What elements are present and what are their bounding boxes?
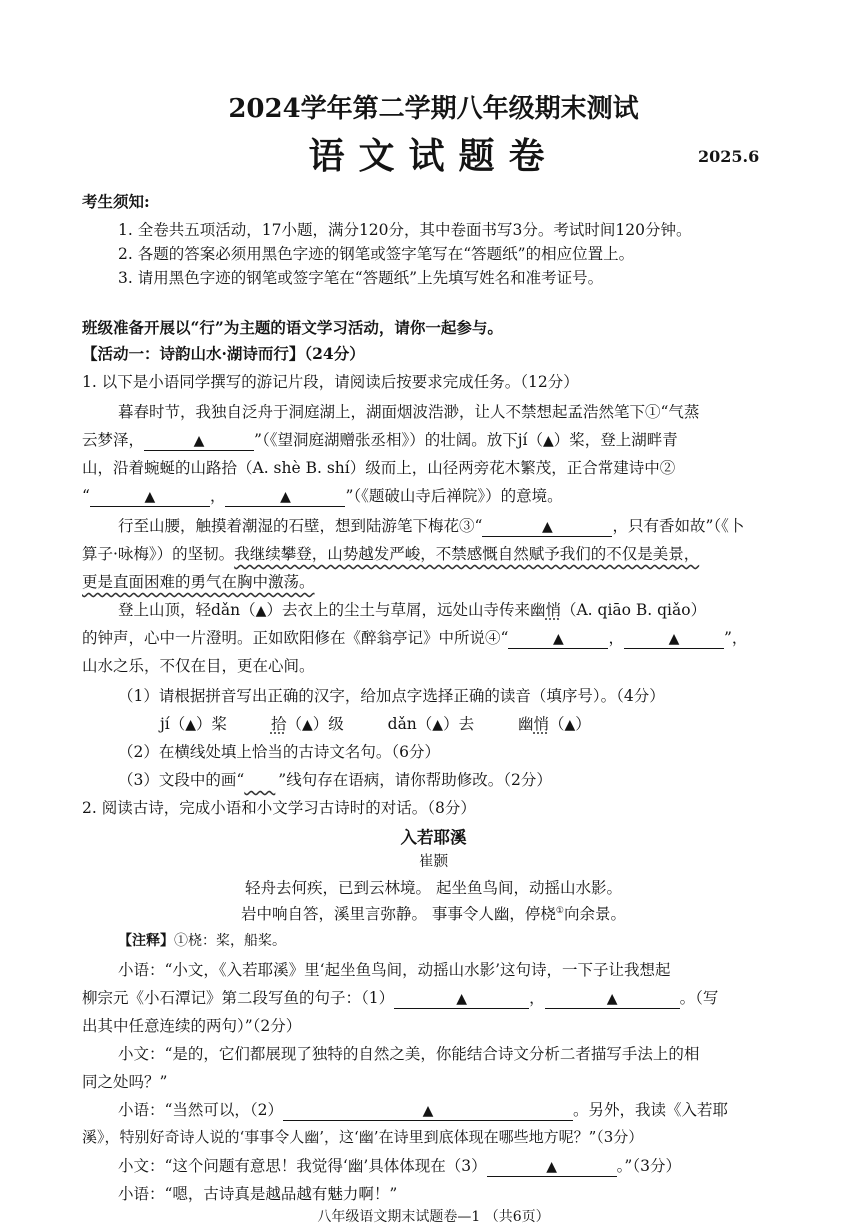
dialogue-line: 小文：“这个问题有意思！我觉得‘幽’具体体现在（3） ▲ 。”（3分） (118, 1157, 681, 1175)
passage-line: 的钟声，心中一片澄明。正如欧阳修在《醉翁亭记》中所说④“ ▲ ， ▲ ”， (82, 629, 748, 647)
notice-item: 2. 各题的答案必须用黑色字迹的钢笔或签字笔写在“答题纸”的相应位置上。 (118, 245, 635, 263)
dotted-character: 悄 (545, 601, 561, 619)
answer-blank: ▲ (90, 486, 210, 507)
exam-date: 2025.6 (698, 147, 760, 166)
question-stem: 1. 以下是小语同学撰写的游记片段，请阅读后按要求完成任务。（12分） (82, 373, 579, 391)
wavy-underlined-sentence: 更是直面困难的勇气在胸中激荡。 (82, 573, 315, 591)
answer-blank: ▲ (545, 988, 680, 1009)
passage-line: 暮春时节，我独自泛舟于洞庭湖上，湖面烟波浩渺，让人不禁想起孟浩然笔下①“气蒸 (118, 403, 700, 421)
passage-line: “ ▲ ， ▲ ”（《题破山寺后禅院》）的意境。 (82, 487, 563, 505)
blank-mark: ▲ (542, 433, 554, 449)
dialogue-line: 小语：“小文，《入若耶溪》里‘起坐鱼鸟间，动摇山水影’这句诗，一下子让我想起 (118, 961, 671, 979)
answer-blank: ▲ (482, 516, 612, 537)
poem-line: 岩中响自答，溪里言弥静。 事事令人幽，停桡①向余景。 (240, 905, 627, 923)
answer-blank: ▲ (487, 1156, 617, 1177)
page-footer: 八年级语文期末试题卷—1 （共6页） (317, 1209, 550, 1225)
passage-line: 登上山顶，轻dǎn（▲）去衣上的尘土与草屑，远处山寺传来幽悄（A. qiāo B. qiǎo） (118, 601, 707, 619)
sub-question: （2）在横线处填上恰当的古诗文名句。（6分） (118, 743, 440, 761)
subject-title: 语文试题卷 (308, 135, 559, 177)
dialogue-line: 同之处吗？” (82, 1073, 168, 1091)
poem-line: 轻舟去何疾，已到云林境。 起坐鱼鸟间，动摇山水影。 (245, 879, 622, 897)
answer-blank: ▲ (225, 486, 345, 507)
wavy-underlined-sentence: 我继续攀登，山势越发严峻，不禁感慨自然赋予我们的不仅是美景， (234, 545, 700, 563)
passage-line: 行至山腰，触摸着潮湿的石壁，想到陆游笔下梅花③“ ▲ ，只有香如故”（《卜 (118, 517, 745, 535)
poem-author: 崔颢 (419, 854, 448, 870)
answer-blank: ▲ (144, 430, 254, 451)
blank-mark: ▲ (255, 603, 267, 619)
dialogue-line: 小文：“是的，它们都展现了独特的自然之美，你能结合诗文分析二者描写手法上的相 (118, 1045, 700, 1063)
wavy-line-sample (244, 771, 278, 789)
answer-blank: ▲ (394, 988, 529, 1009)
dialogue-line: 溪》，特别好奇诗人说的‘事事令人幽’，这‘幽’在诗里到底体现在哪些地方呢？”（3分） (82, 1128, 644, 1146)
exam-title: 2024学年第二学期八年级期末测试 (228, 94, 639, 124)
passage-line (82, 570, 315, 592)
dialogue-line: 出其中任意连续的两句）”（2分） (82, 1017, 302, 1035)
notice-item: 1. 全卷共五项活动，17小题，满分120分，其中卷面书写3分。考试时间120分钟。 (118, 221, 692, 239)
sub-question: （1）请根据拼音写出正确的汉字，给加点字选择正确的读音（填序号）。（4分） (118, 687, 665, 705)
sub-question: （3）文段中的画“ ”线句存在语病，请你帮助修改。（2分） (118, 771, 552, 789)
poem-note: 【注释】①桡：桨，船桨。 (118, 933, 286, 949)
answer-blank: ▲ (624, 628, 724, 649)
answer-blank: ▲ (283, 1100, 573, 1121)
passage-line: 山水之乐，不仅在目，更在心间。 (82, 657, 315, 675)
answer-blank: ▲ (508, 628, 608, 649)
notice-item: 3. 请用黑色字迹的钢笔或签字笔在“答题纸”上先填写姓名和准考证号。 (118, 269, 604, 287)
dialogue-line: 小语：“当然可以，（2） ▲ 。另外，我读《入若耶 (118, 1101, 729, 1119)
intro-text: 班级准备开展以“行”为主题的语文学习活动，请你一起参与。 (82, 318, 503, 337)
dialogue-line: 小语：“嗯，古诗真是越品越有魅力啊！” (118, 1185, 398, 1203)
question-stem: 2. 阅读古诗，完成小语和小文学习古诗时的对话。（8分） (82, 799, 476, 817)
passage-line: 云梦泽， ▲ ”（《望洞庭湖赠张丞相》）的壮阔。放下jí（▲）桨，登上湖畔青 (82, 431, 678, 449)
activity-heading: 【活动一：诗韵山水·湖诗而行】（24分） (82, 344, 365, 363)
poem-title: 入若耶溪 (400, 828, 467, 847)
sub-question-items: jí（▲）桨 拾（▲）级 dǎn（▲）去 幽悄（▲） (160, 715, 591, 733)
passage-line: 算子·咏梅》）的坚韧。我继续攀登，山势越发严峻，不禁感慨自然赋予我们的不仅是美景， (82, 545, 700, 563)
notice-heading: 考生须知: (82, 192, 150, 211)
dialogue-line: 柳宗元《小石潭记》第二段写鱼的句子：（1） ▲ ， ▲ 。（写 (82, 989, 719, 1007)
passage-line: 山，沿着蜿蜒的山路拾（A. shè B. shí）级而上，山径两旁花木繁茂，正合常建诗中② (82, 459, 676, 477)
